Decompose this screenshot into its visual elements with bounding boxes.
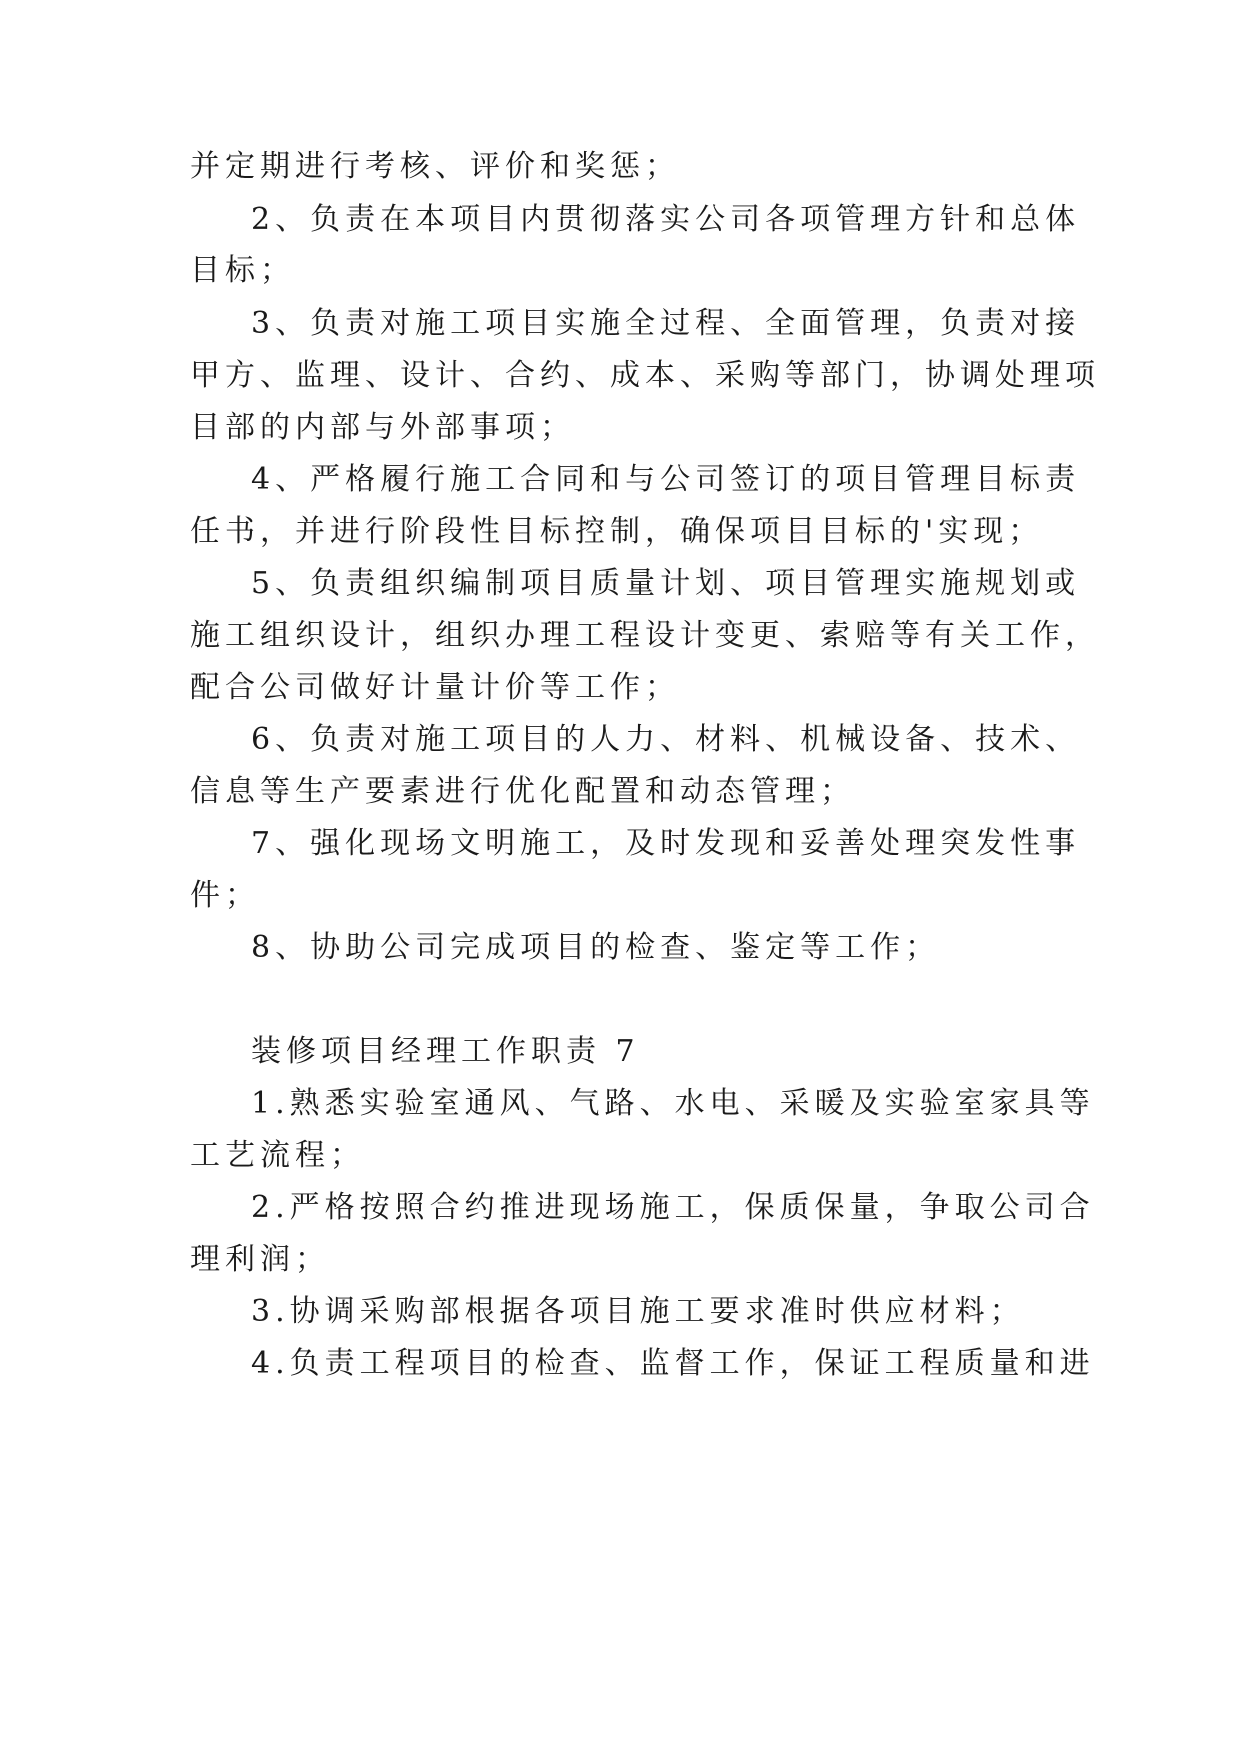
text-line-item-7-cont: 件； bbox=[190, 878, 260, 913]
text-line-item-5: 5、负责组织编制项目质量计划、项目管理实施规划或 bbox=[251, 566, 1081, 601]
text-line-duty-1: 1.熟悉实验室通风、气路、水电、采暖及实验室家具等 bbox=[251, 1086, 1095, 1121]
text-line-item-6-cont: 信息等生产要素进行优化配置和动态管理； bbox=[190, 774, 855, 809]
text-line-duty-4: 4.负责工程项目的检查、监督工作，保证工程质量和进 bbox=[251, 1346, 1095, 1381]
text-line-item-2-cont: 目标； bbox=[190, 253, 295, 288]
text-line-item-8: 8、协助公司完成项目的检查、鉴定等工作； bbox=[251, 930, 941, 965]
text-line-item-2: 2、负责在本项目内贯彻落实公司各项管理方针和总体 bbox=[251, 202, 1081, 237]
text-line-item-3-cont: 甲方、监理、设计、合约、成本、采购等部门，协调处理项 bbox=[190, 358, 1100, 393]
text-line-item-6: 6、负责对施工项目的人力、材料、机械设备、技术、 bbox=[251, 722, 1081, 757]
text-line-continuation: 并定期进行考核、评价和奖惩； bbox=[190, 149, 680, 184]
text-line-item-7: 7、强化现场文明施工，及时发现和妥善处理突发性事 bbox=[251, 826, 1081, 861]
text-line-duty-2-cont: 理利润； bbox=[190, 1242, 330, 1277]
text-line-item-3-cont: 目部的内部与外部事项； bbox=[190, 410, 575, 445]
text-line-duty-3: 3.协调采购部根据各项目施工要求准时供应材料； bbox=[251, 1294, 1025, 1329]
text-line-item-4-cont: 任书，并进行阶段性目标控制，确保项目目标的'实现； bbox=[190, 514, 1044, 549]
text-line-item-3: 3、负责对施工项目实施全过程、全面管理，负责对接 bbox=[251, 306, 1081, 341]
section-heading: 装修项目经理工作职责 7 bbox=[251, 1034, 640, 1069]
text-line-item-5-cont: 施工组织设计，组织办理工程设计变更、索赔等有关工作， bbox=[190, 618, 1100, 653]
text-line-item-5-cont: 配合公司做好计量计价等工作； bbox=[190, 670, 680, 705]
text-line-duty-2: 2.严格按照合约推进现场施工，保质保量，争取公司合 bbox=[251, 1190, 1095, 1225]
text-line-duty-1-cont: 工艺流程； bbox=[190, 1138, 365, 1173]
text-line-item-4: 4、严格履行施工合同和与公司签订的项目管理目标责 bbox=[251, 462, 1081, 497]
